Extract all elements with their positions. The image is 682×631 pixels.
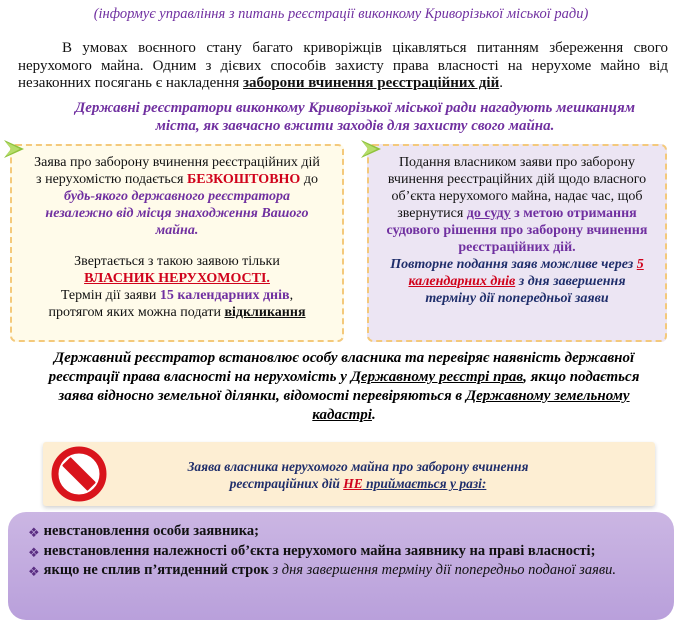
- rejection-reasons-list: [8, 512, 674, 620]
- green-arrow-icon: [4, 138, 30, 160]
- rejection-banner: [43, 442, 655, 506]
- card-right-para2: [383, 256, 651, 307]
- source-note: (інформує управління з питань реєстрації виконкому Криворізької міської ради): [93, 6, 589, 22]
- card-right-text1: Подання власником заяви про заборону вчинення реєстраційних дій щодо власного об’єкта нерухомого майна, надає час, щоб звернутися: [387, 155, 647, 221]
- card-left-para1: [32, 154, 322, 239]
- diamond-bullet-icon: ❖: [28, 525, 40, 540]
- five-days-label: 5 календарних днів: [408, 257, 644, 289]
- intro-paragraph: [18, 40, 668, 93]
- reason-3-bold: якщо не сплив п’ятиденний строк: [43, 562, 269, 578]
- banner-text-a: Заява власника нерухомого майна про заборону вчинення реєстраційних дій: [187, 459, 529, 491]
- banner-text-b: приймається у разі:: [362, 476, 487, 491]
- free-application-card: [10, 144, 344, 342]
- reason-3-rest: з дня завершення терміну дії попередньо поданої заяви.: [268, 562, 616, 578]
- card-left-text4: Звертається з такою заявою тільки: [74, 254, 280, 269]
- intro-highlight: заборони вчинення реєстраційних дій: [243, 75, 500, 91]
- repeat-end-text: з дня завершення терміну дії попередньої заяви: [425, 274, 626, 306]
- registrar-text-c: .: [371, 407, 376, 423]
- registrars-callout: Державні реєстратори виконкому Криворізької міської ради нагадують мешканцям міста, як завчасно вжити заходів для захисту свого майна.: [75, 100, 635, 134]
- card-right-para1: [383, 154, 651, 256]
- intro-end: .: [499, 75, 503, 91]
- days-label: 15 календарних днів: [159, 288, 290, 303]
- regardless-label: незалежно від місця знаходження Вашого майна.: [45, 206, 309, 238]
- card-left-text1: Заява про заборону вчинення реєстраційних дій з нерухомістю подається: [34, 155, 320, 187]
- revoke-label: відкликання: [224, 305, 306, 320]
- register-label: Державному реєстрі прав: [350, 369, 524, 385]
- free-label: БЕЗКОШТОВНО: [186, 172, 301, 187]
- diamond-bullet-icon: ❖: [28, 544, 40, 560]
- any-registrar-label: будь-якого державного реєстратора: [64, 189, 290, 204]
- cadastre-label: Державному земельному кадастрі: [312, 388, 630, 423]
- card-left-para2: [32, 253, 322, 321]
- list-item: [28, 523, 652, 542]
- green-arrow-icon: [361, 138, 387, 160]
- registrar-paragraph: [40, 349, 648, 425]
- banner-not-label: НЕ: [343, 476, 363, 491]
- list-item: [28, 562, 652, 581]
- reason-2-bold: невстановлення належності об’єкта нерухомого майна заявнику на праві власності;: [43, 542, 596, 559]
- prohibition-icon: [51, 446, 107, 502]
- card-left-text6: , протягом яких можна подати: [48, 288, 294, 320]
- list-item: [28, 543, 652, 562]
- repeat-text: Повторне подання заяв можливе через: [390, 257, 637, 272]
- registrar-text-a: Державний реєстратор встановлює особу власника та перевіряє наявність державної реєстрації права власності на нерухомість у: [48, 350, 635, 385]
- court-label: до суду: [466, 206, 511, 221]
- diamond-bullet-icon: ❖: [28, 564, 40, 579]
- card-left-text2: до: [300, 172, 318, 187]
- owner-label: ВЛАСНИК НЕРУХОМОСТІ.: [84, 271, 270, 286]
- banner-text: [143, 458, 573, 492]
- court-card: [367, 144, 667, 342]
- intro-text: В умовах воєнного стану багато криворіжців цікавляться питанням збереження свого нерухомого майна. Одним з дієвих способів захисту права власності на нерухоме майно від незаконних посягань є накладення: [18, 40, 668, 91]
- card-left-text5: Термін дії заяви: [60, 288, 160, 303]
- purpose-label: з метою отримання судового рішення про заборону вчинення реєстраційних дій.: [386, 206, 648, 255]
- reason-1-bold: невстановлення особи заявника;: [43, 523, 259, 539]
- registrar-text-b: , якщо подається заява відносно земельної ділянки, відомості перевіряються в: [58, 369, 640, 404]
